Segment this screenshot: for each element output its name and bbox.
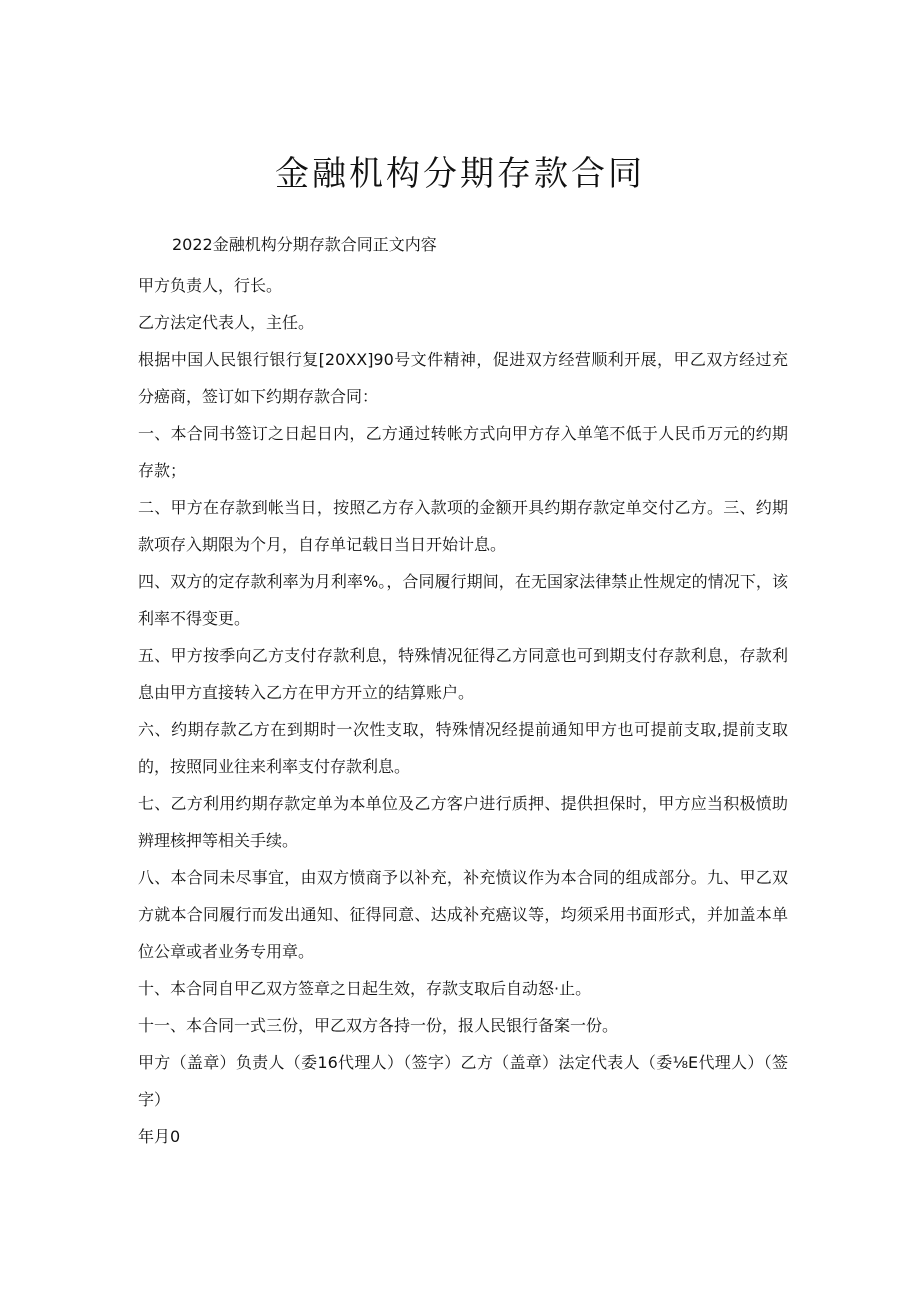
paragraph-clause-2-3: 二、甲方在存款到帐当日，按照乙方存入款项的金额开具约期存款定单交付乙方。三、约期款项存入期限为个月，自存单记载日当日开始计息。: [138, 498, 788, 554]
paragraph-signatures: 甲方（盖章）负责人（委16代理人）（签字）乙方（盖章）法定代表人（委⅛E代理人）（签字）: [138, 1053, 788, 1109]
paragraph-clause-4: 四、双方的定存款利率为月利率%。，合同履行期间，在无国家法律禁止性规定的情况下，该利率不得变更。: [138, 572, 788, 628]
paragraph-party-b: 乙方法定代表人，主任。: [138, 313, 315, 332]
paragraph-clause-10: 十、本合同自甲乙双方签章之日起生效，存款支取后自动怒·止。: [138, 979, 592, 998]
document-subtitle: 2022金融机构分期存款合同正文内容: [172, 235, 437, 254]
paragraph-preamble: 根据中国人民银行银行复[20XX]90号文件精神，促进双方经营顺利开展，甲乙双方经过充分癌商，签订如下约期存款合同：: [138, 350, 788, 406]
paragraph-date: 年月0: [138, 1127, 181, 1146]
paragraph-party-a: 甲方负责人，行长。: [138, 276, 283, 295]
paragraph-clause-1: 一、本合同书签订之日起日内，乙方通过转帐方式向甲方存入单笔不低于人民币万元的约期存款；: [138, 424, 788, 480]
paragraph-clause-7: 七、乙方利用约期存款定单为本单位及乙方客户进行质押、提供担保时，甲方应当积极愤助辨理核押等相关手续。: [138, 794, 788, 850]
document-body: [138, 267, 788, 1155]
document-title: 金融机构分期存款合同: [275, 154, 645, 194]
paragraph-clause-11: 十一、本合同一式三份，甲乙双方各持一份，报人民银行备案一份。: [138, 1016, 619, 1035]
paragraph-clause-5: 五、甲方按季向乙方支付存款利息，特殊情况征得乙方同意也可到期支付存款利息，存款利息由甲方直接转入乙方在甲方开立的结算账户。: [138, 646, 788, 702]
paragraph-clause-6: 六、约期存款乙方在到期时一次性支取，特殊情况经提前通知甲方也可提前支取,提前支取的，按照同业往来利率支付存款利息。: [138, 720, 788, 776]
paragraph-clause-8-9: 八、本合同未尽事宜，由双方愤商予以补充，补充愤议作为本合同的组成部分。九、甲乙双方就本合同履行而发出通知、征得同意、达成补充癌议等，均须采用书面形式，并加盖本单位公章或者业务专用章。: [138, 868, 788, 961]
